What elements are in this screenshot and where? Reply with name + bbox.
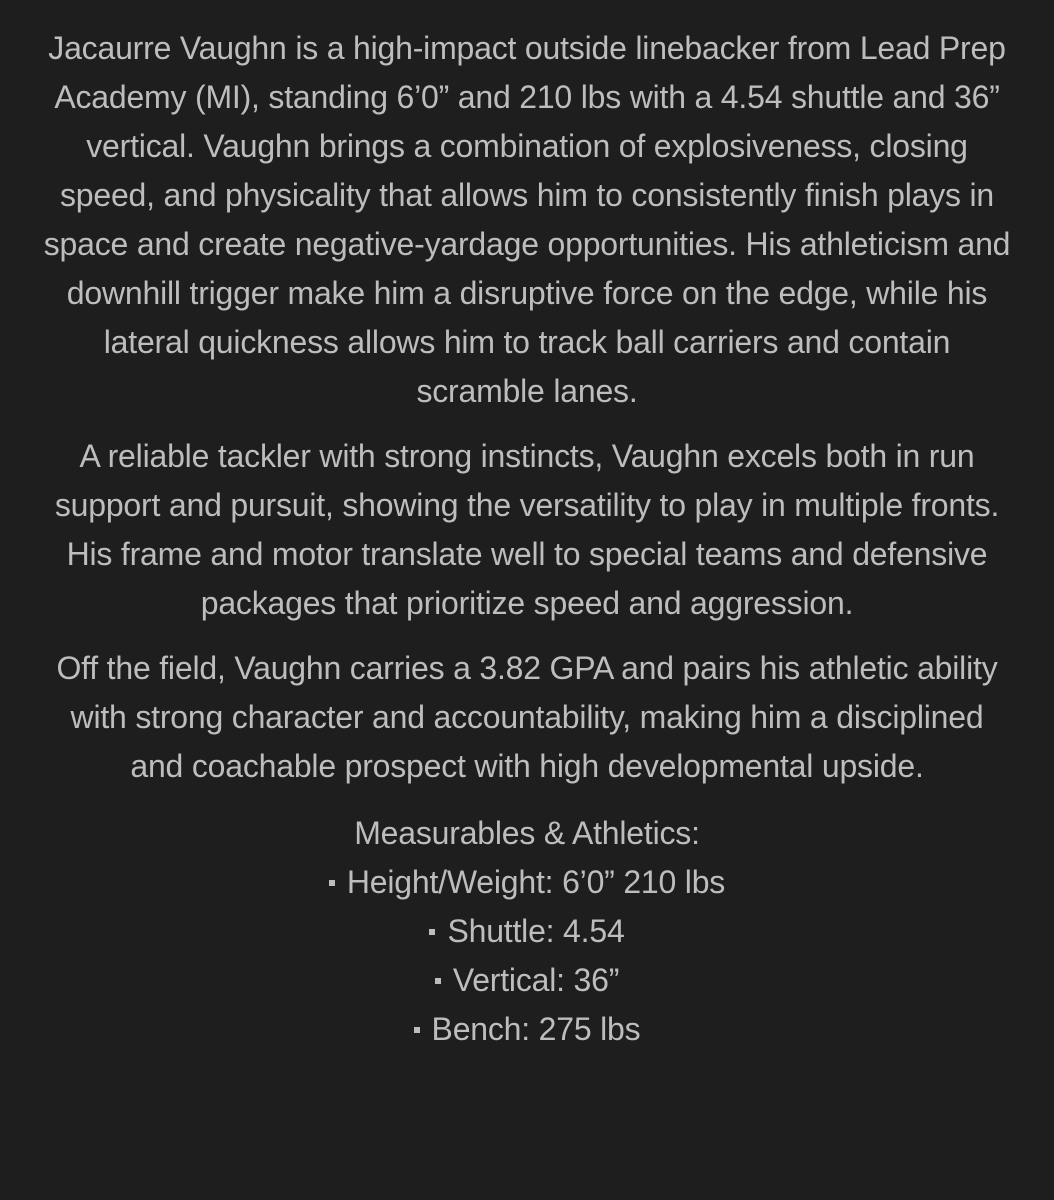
list-item: [40, 956, 1014, 1005]
measurables-heading: Measurables & Athletics:: [354, 815, 700, 851]
square-bullet-icon: [329, 880, 335, 886]
measurable-bench: Bench: 275 lbs: [431, 1011, 641, 1047]
square-bullet-icon: [414, 1027, 420, 1033]
list-item: [40, 858, 1014, 907]
square-bullet-icon: [429, 929, 435, 935]
measurables-list: [40, 858, 1014, 1054]
bio-paragraph-1: Jacaurre Vaughn is a high-impact outside linebacker from Lead Prep Academy (MI), standing 6’0” and 210 lbs with a 4.54 shuttle and 36” vertical. Vaughn brings a combination of explosiveness, closing speed, and physicality that allows him to consistently finish plays in space and create negative-yardage opportunities. His athleticism and downhill trigger make him a disruptive force on the edge, while his lateral quickness allows him to track ball carriers and contain scramble lanes.: [43, 30, 1011, 409]
measurable-shuttle: Shuttle: 4.54: [447, 913, 625, 949]
list-item: [40, 907, 1014, 956]
measurables-section: [40, 809, 1014, 1054]
measurable-height-weight: Height/Weight: 6’0” 210 lbs: [346, 864, 726, 900]
bio-paragraph-2: A reliable tackler with strong instincts, Vaughn excels both in run support and pursuit, showing the versatility to play in multiple fronts. His frame and motor translate well to special teams and defensive packages that prioritize speed and aggression.: [54, 438, 1000, 621]
bio-paragraph-3: Off the field, Vaughn carries a 3.82 GPA and pairs his athletic ability with strong character and accountability, making him a disciplined and coachable prospect with high developmental upside.: [56, 650, 998, 784]
measurable-vertical: Vertical: 36”: [452, 962, 620, 998]
list-item: [40, 1005, 1014, 1054]
square-bullet-icon: [435, 978, 441, 984]
